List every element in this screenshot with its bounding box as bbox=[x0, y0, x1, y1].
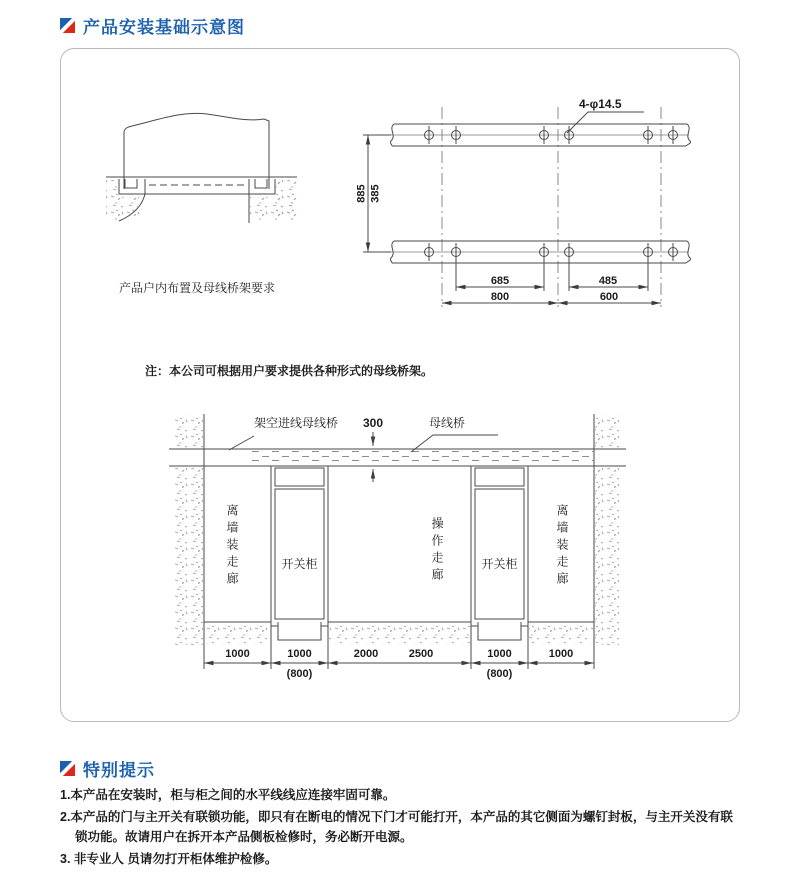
rail-dim-885: 885 bbox=[355, 184, 368, 203]
operation-corridor-label: 操作走廊 bbox=[430, 517, 444, 585]
wall-corridor-right-label: 离墙装走廊 bbox=[555, 504, 569, 589]
section-dim-2-alt: (800) bbox=[286, 668, 313, 680]
section1-header bbox=[60, 13, 245, 38]
rail-holes-label: 4-φ14.5 bbox=[579, 97, 622, 111]
section2-header bbox=[60, 756, 155, 781]
diagram-linework bbox=[61, 49, 739, 721]
notice-item: 3. 非专业人 员请勿打开柜体维护检修。 bbox=[60, 852, 278, 866]
indoor-layout-caption: 产品户内布置及母线桥架要求 bbox=[119, 281, 276, 295]
diagram-panel bbox=[60, 48, 740, 722]
section-dim-4-alt: (800) bbox=[486, 668, 513, 680]
bus-bridge-label: 母线桥 bbox=[429, 416, 466, 430]
rail-dim-600: 600 bbox=[599, 291, 619, 303]
rail-dim-800: 800 bbox=[490, 291, 510, 303]
notice-item: 1.本产品在安装时，柜与柜之间的水平线线应连接牢固可靠。 bbox=[60, 788, 396, 802]
section-dim-4: 1000 bbox=[487, 648, 512, 660]
section-dim-1: 1000 bbox=[225, 648, 250, 660]
bus-height-dim: 300 bbox=[362, 416, 384, 430]
bus-bridge-note: 注：本公司可根据用户要求提供各种形式的母线桥架。 bbox=[145, 364, 434, 378]
section-dim-3a: 2000 bbox=[353, 648, 379, 660]
section2-title: 特别提示 bbox=[83, 761, 155, 780]
section-flag-icon bbox=[60, 18, 75, 33]
rail-dim-385: 385 bbox=[369, 184, 382, 203]
notice-list bbox=[60, 785, 745, 871]
flag-icon-graphic bbox=[60, 18, 75, 33]
indoor-layout-drawing bbox=[106, 113, 297, 223]
rail-dim-685: 685 bbox=[490, 275, 510, 287]
overhead-bus-label: 架空进线母线桥 bbox=[254, 416, 339, 430]
rail-dim-485: 485 bbox=[598, 275, 618, 287]
flag-icon-graphic bbox=[60, 761, 75, 776]
section-dim-5: 1000 bbox=[548, 648, 574, 660]
section-flag-icon bbox=[60, 761, 75, 776]
cabinet-right-label: 开关柜 bbox=[481, 557, 518, 571]
notice-item: 2.本产品的门与主开关有联锁功能，即只有在断电的情况下门才可能打开，本产品的其它侧面为螺钉封板，与主开关没有联锁功能。故请用户在拆开本产品侧板检修时，务必断开电源。 bbox=[60, 810, 733, 844]
section1-title: 产品安装基础示意图 bbox=[83, 18, 245, 37]
section-dim-3b: 2500 bbox=[408, 648, 434, 660]
cabinet-left-label: 开关柜 bbox=[281, 557, 318, 571]
wall-corridor-left-label: 离墙装走廊 bbox=[225, 504, 239, 589]
section-dim-2: 1000 bbox=[287, 648, 312, 660]
foundation-rail-drawing bbox=[363, 107, 691, 307]
